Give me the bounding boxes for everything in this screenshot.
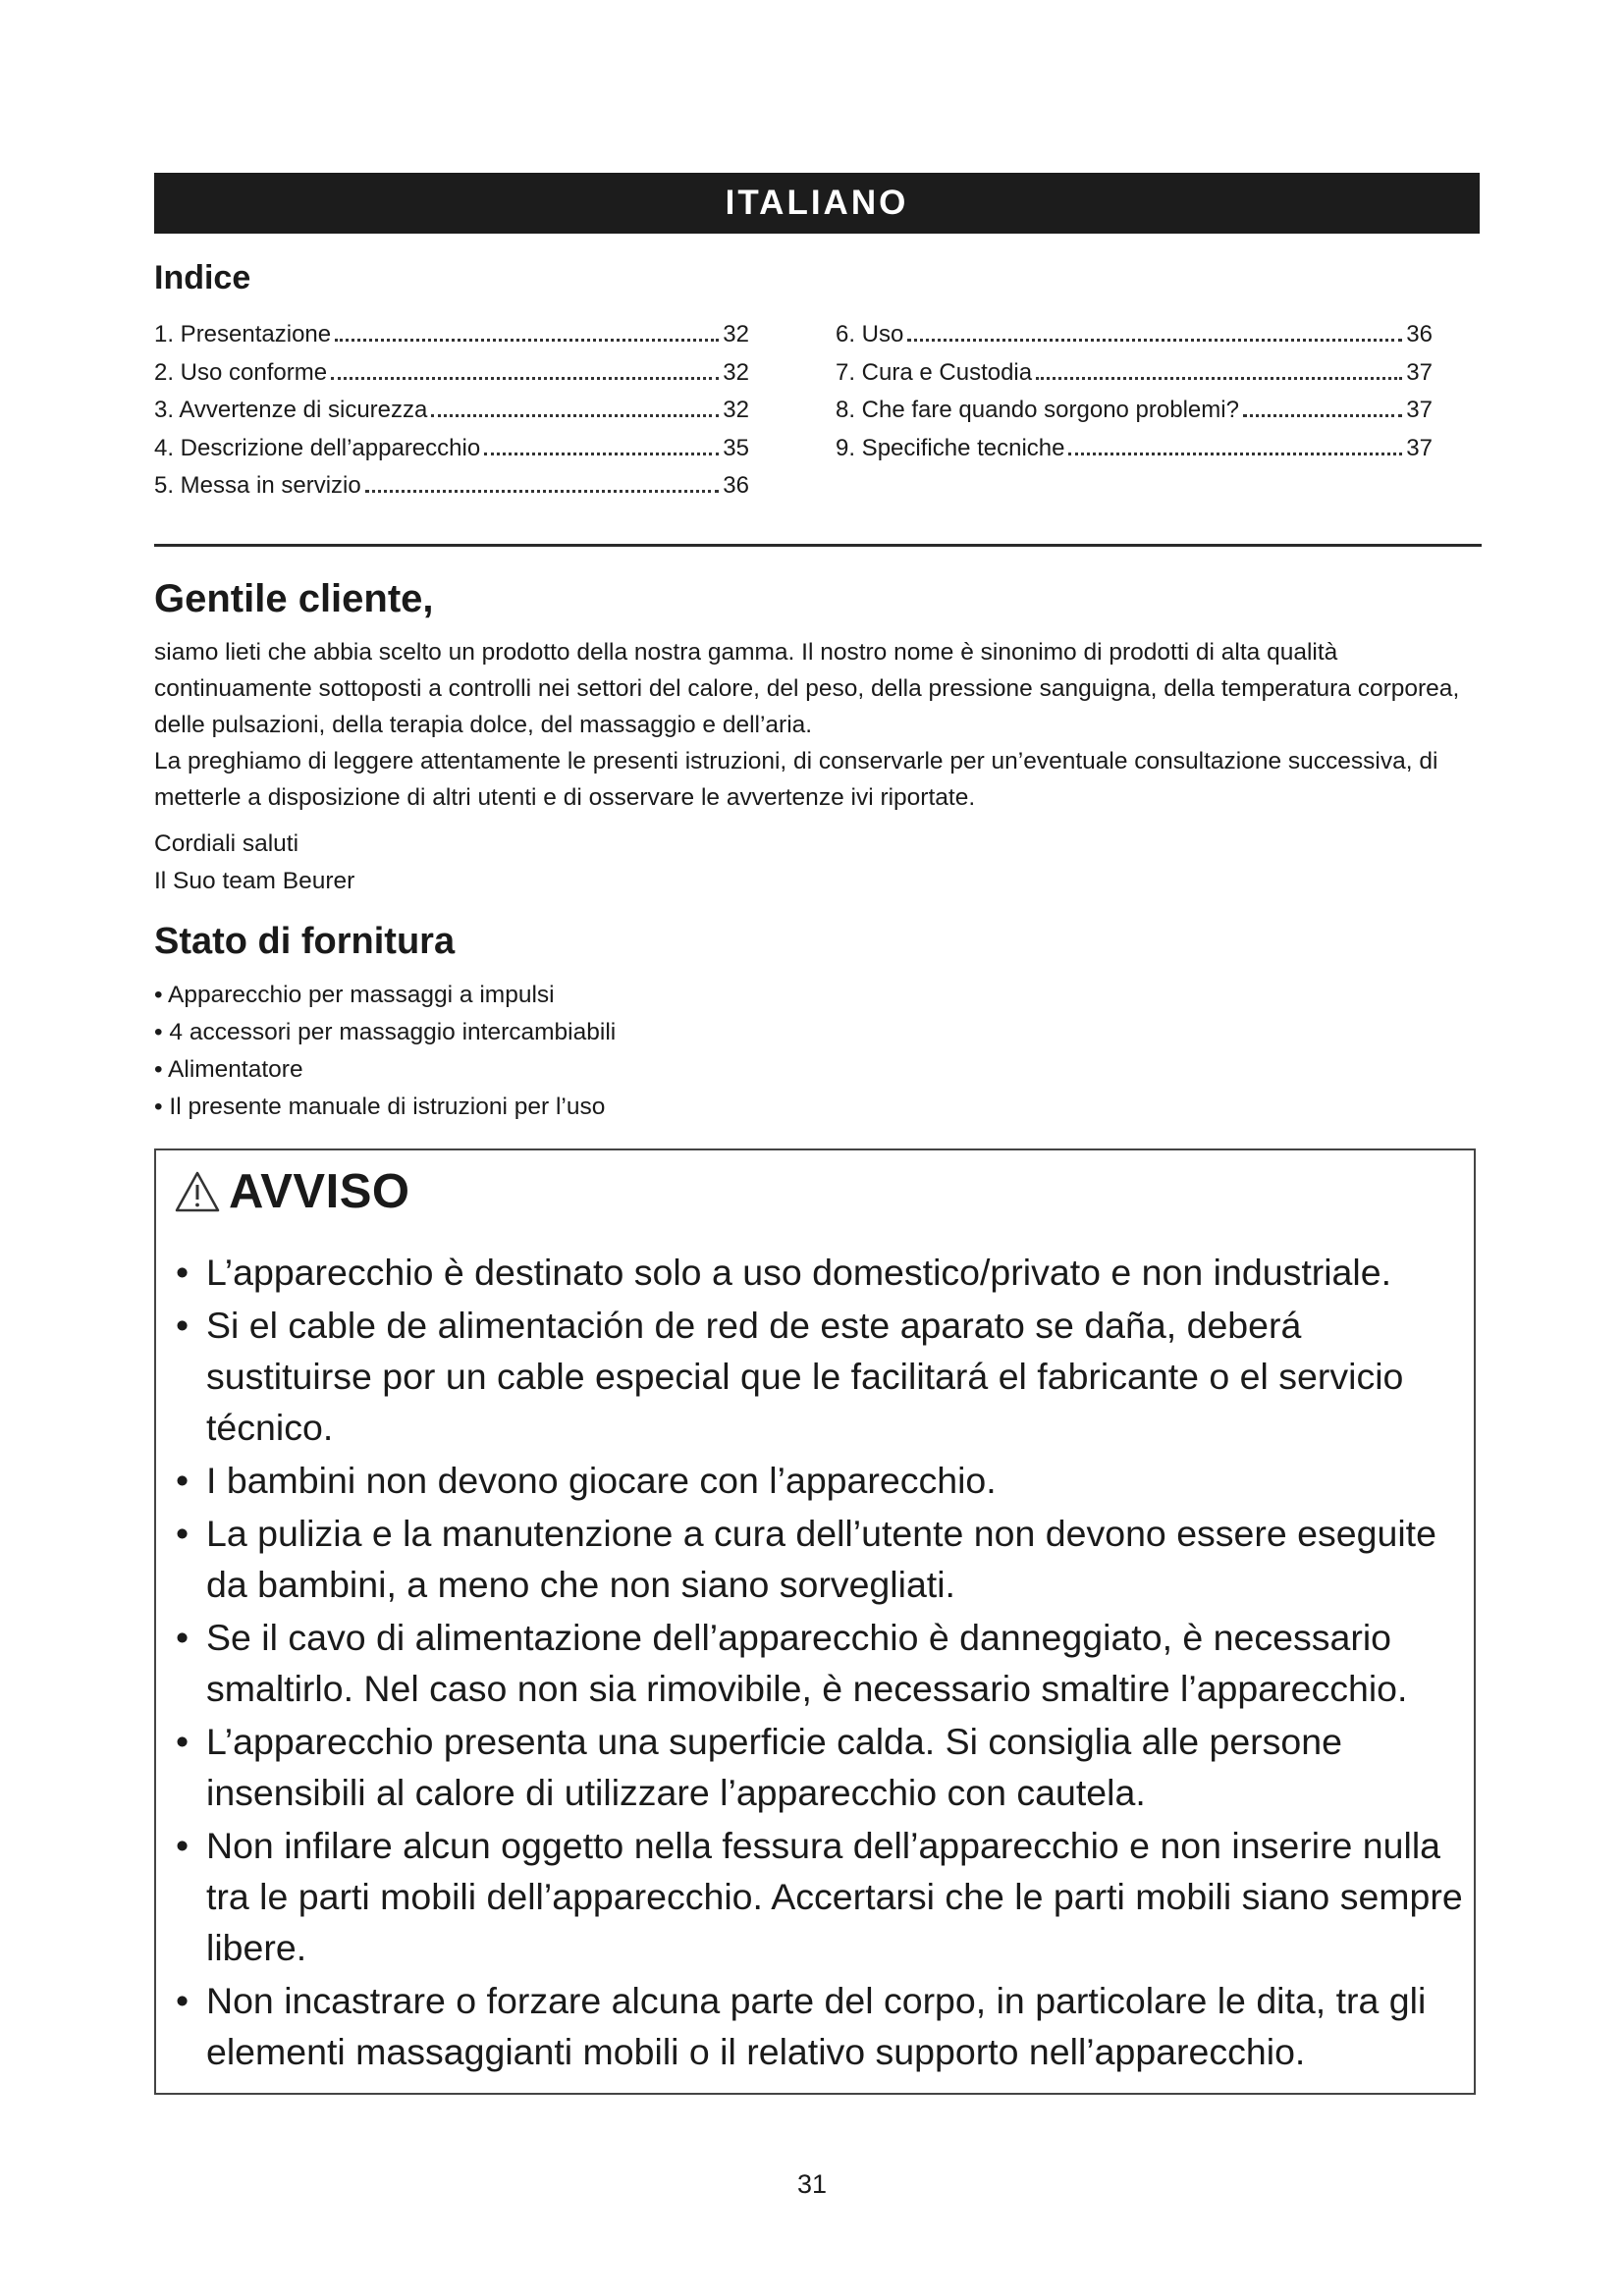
warning-title: AVVISO xyxy=(229,1165,410,1218)
section-divider xyxy=(154,544,1482,547)
warning-item: • La pulizia e la manutenzione a cura dell’utente non devono essere eseguite da bambini, a meno che non siano sorvegliati. xyxy=(172,1508,1470,1610)
warning-item: • Se il cavo di alimentazione dell’apparecchio è danneggiato, è necessario smaltirlo. Nel caso non sia rimovibile, è necessario smaltire l’apparecchio. xyxy=(172,1612,1470,1714)
warning-item: • L’apparecchio presenta una superficie calda. Si consiglia alle persone insensibili al calore di utilizzare l’apparecchio con cautela. xyxy=(172,1716,1470,1818)
closing-block xyxy=(154,826,1485,900)
warning-item: • Si el cable de alimentación de red de este aparato se daña, deberá sustituirse por un cable especial que le facilitará el fabricante o el servicio técnico. xyxy=(172,1300,1470,1453)
language-banner: ITALIANO xyxy=(154,173,1480,234)
supply-title: Stato di fornitura xyxy=(154,921,456,962)
list-item: • 4 accessori per massaggio intercambiabili xyxy=(154,1014,616,1051)
toc-entry[interactable]: 1. Presentazione 32 xyxy=(154,321,749,347)
toc-right-column xyxy=(836,316,1433,467)
greeting-title: Gentile cliente, xyxy=(154,577,434,620)
warning-item: • I bambini non devono giocare con l’apparecchio. xyxy=(172,1455,1470,1506)
toc-title: Indice xyxy=(154,259,251,296)
intro-paragraph: siamo lieti che abbia scelto un prodotto della nostra gamma. Il nostro nome è sinonimo di prodotti di alta qualità continuamente sottoposti a controlli nei settori del calore, del peso, della pressione sanguigna, della temperatura corporea, delle pulsazioni, della terapia dolce, del massaggio e dell’aria. xyxy=(154,639,1460,738)
warning-item: • L’apparecchio è destinato solo a uso domestico/privato e non industriale. xyxy=(172,1247,1470,1298)
toc-entry[interactable]: 5. Messa in servizio 36 xyxy=(154,472,749,499)
instructions-paragraph: La preghiamo di leggere attentamente le presenti istruzioni, di conservarle per un’eventuale consultazione successiva, di metterle a disposizione di altri utenti e di osservare le avvertenze ivi riportate. xyxy=(154,748,1438,811)
toc-left-column xyxy=(154,316,749,506)
warning-item: • Non infilare alcun oggetto nella fessura dell’apparecchio e non inserire nulla tra le parti mobili dell’apparecchio. Accertarsi che le parti mobili siano sempre libere. xyxy=(172,1820,1470,1973)
toc-entry[interactable]: 8. Che fare quando sorgono problemi? 37 xyxy=(836,397,1433,423)
toc-entry[interactable]: 9. Specifiche tecniche 37 xyxy=(836,434,1433,461)
warning-list xyxy=(172,1247,1470,2079)
warning-header xyxy=(174,1164,410,1219)
closing-salutation: Cordiali saluti xyxy=(154,830,299,857)
toc-entry[interactable]: 4. Descrizione dell’apparecchio 35 xyxy=(154,434,749,461)
toc-entry[interactable]: 2. Uso conforme 32 xyxy=(154,358,749,386)
warning-triangle-icon xyxy=(174,1170,221,1213)
toc-entry[interactable]: 7. Cura e Custodia 37 xyxy=(836,358,1433,386)
list-item: • Apparecchio per massaggi a impulsi xyxy=(154,977,616,1014)
warning-item: • Non incastrare o forzare alcuna parte del corpo, in particolare le dita, tra gli elementi massaggianti mobili o il relativo supporto nell’apparecchio. xyxy=(172,1975,1470,2077)
closing-signature: Il Suo team Beurer xyxy=(154,868,355,894)
list-item: • Il presente manuale di istruzioni per l’uso xyxy=(154,1089,616,1126)
page-number: 31 xyxy=(796,2169,828,2199)
list-item: • Alimentatore xyxy=(154,1051,616,1089)
supply-list xyxy=(154,977,616,1126)
toc-entry[interactable]: 3. Avvertenze di sicurezza 32 xyxy=(154,397,749,423)
toc-entry[interactable]: 6. Uso 36 xyxy=(836,321,1433,347)
warning-box xyxy=(154,1148,1476,2095)
